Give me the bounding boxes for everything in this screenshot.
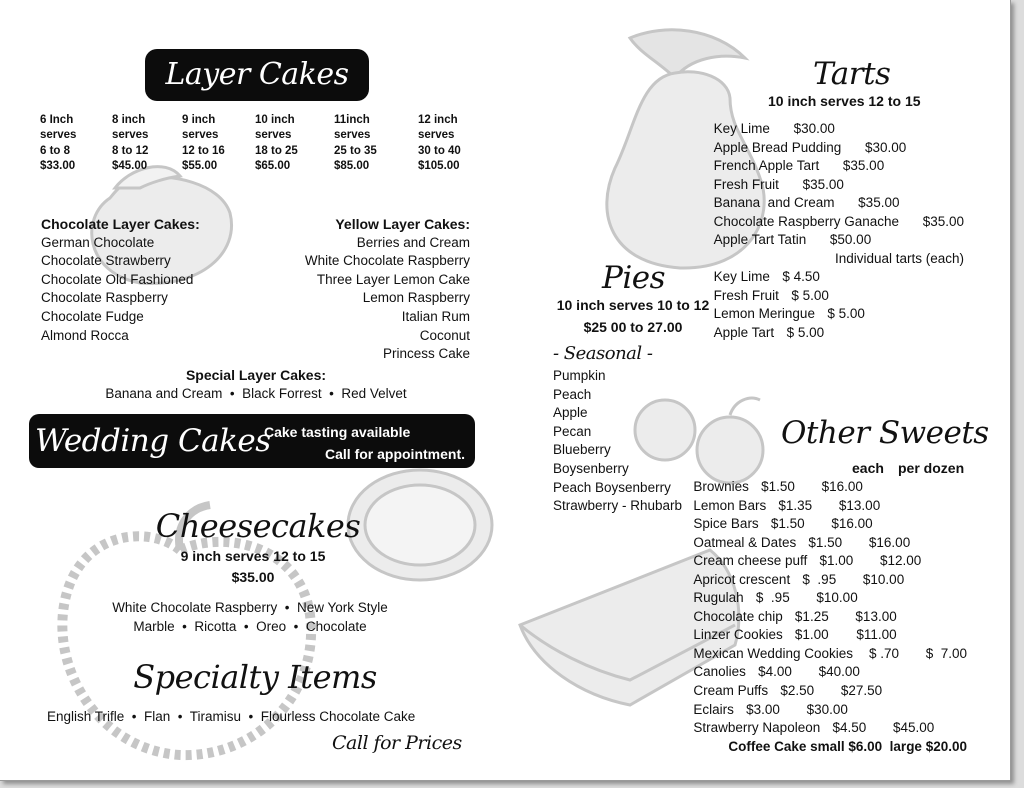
item-name: Mexican Wedding Cookies [693, 645, 853, 661]
serves-range: 25 to 35 [334, 144, 377, 157]
item-name: Brownies [693, 479, 749, 494]
list-item [693, 608, 967, 627]
list-item: Italian Rum [401, 308, 470, 324]
item-price: $ 4.50 [782, 269, 820, 285]
item-name: Spice Bars [693, 516, 759, 532]
list-item: Three Layer Lemon Cake [316, 271, 470, 287]
item-name: Apple Tart Tatin [713, 232, 807, 248]
individual-heading-text: Individual tarts (each) [834, 250, 964, 266]
item-price: $ 5.00 [827, 306, 865, 322]
serves-label: serves [418, 129, 455, 142]
serves-label: serves [255, 129, 292, 142]
item-name: Strawberry Napoleon [693, 720, 821, 736]
list-item: Almond Rocca [41, 327, 129, 343]
dozen-price: $40.00 [818, 664, 860, 680]
pies-title: Pies [602, 260, 666, 296]
size-label: 9 inch [182, 114, 216, 126]
size-label: 11inch [334, 114, 370, 126]
size-label: 10 inch [255, 114, 295, 126]
list-item [693, 701, 967, 720]
list-item: Boysenberry [553, 460, 629, 476]
item-name: Linzer Cookies [693, 627, 783, 643]
item-price: $35.00 [922, 213, 964, 229]
dozen-price: $16.00 [831, 516, 873, 532]
list-item [693, 571, 967, 590]
special-heading: Special Layer Cakes: [185, 367, 327, 383]
dozen-price: $13.00 [838, 497, 881, 513]
list-item: Peach Boysenberry [553, 479, 671, 495]
list-item: Berries and Cream [356, 234, 470, 250]
size-price: $33.00 [40, 160, 76, 173]
chocolate-layer-cakes [41, 215, 200, 345]
item-price: $30.00 [864, 139, 907, 155]
list-item: Chocolate Raspberry [41, 290, 168, 306]
size-column-8 [112, 113, 148, 175]
list-item [714, 287, 964, 306]
layer-cakes-title: Layer Cakes [165, 57, 349, 92]
list-item: Chocolate Fudge [41, 308, 144, 324]
list-item [714, 176, 964, 195]
item-price: $30.00 [793, 121, 835, 136]
list-item [714, 305, 964, 324]
specialty-items: English Trifle • Flan • Tiramisu • Flourless Chocolate Cake [47, 709, 416, 724]
call-appointment-text: Call for appointment. [325, 446, 465, 462]
each-price: $1.50 [770, 516, 805, 532]
cheesecakes-line2: Marble • Ricotta • Oreo • Chocolate [133, 619, 367, 634]
dozen-price: $10.00 [862, 571, 905, 587]
item-name: Key Lime [713, 121, 770, 136]
dozen-price: $16.00 [868, 534, 911, 550]
item-name: Apple Bread Pudding [713, 139, 842, 155]
item-name: Lemon Bars [693, 497, 767, 513]
list-item: Lemon Raspberry [362, 290, 470, 306]
dozen-column-header: per dozen [898, 460, 965, 476]
call-for-prices: Call for Prices [332, 732, 462, 754]
each-price: $1.25 [794, 608, 829, 624]
item-name: Banana and Cream [713, 195, 835, 211]
size-column-9 [182, 113, 225, 175]
coffee-cake-line [693, 738, 967, 757]
dozen-price: $10.00 [816, 590, 858, 606]
serves-range: 6 to 8 [40, 144, 71, 157]
each-price: $4.50 [832, 720, 867, 736]
each-price: $1.00 [819, 553, 854, 569]
item-name: Cream cheese puff [693, 553, 808, 569]
list-item: Pecan [553, 423, 592, 439]
serves-range: 12 to 16 [182, 144, 225, 157]
size-price: $105.00 [418, 160, 460, 173]
each-price: $1.50 [761, 479, 795, 494]
size-price: $55.00 [182, 160, 218, 173]
list-item: Chocolate Strawberry [41, 253, 171, 269]
list-item [693, 478, 967, 497]
item-price: $35.00 [858, 195, 900, 211]
list-item [693, 534, 967, 553]
pies-price: $25 00 to 27.00 [583, 319, 683, 335]
list-item [693, 515, 967, 534]
serves-label: serves [182, 129, 219, 142]
size-price: $45.00 [112, 160, 148, 173]
tarts-subtitle: 10 inch serves 12 to 15 [768, 93, 921, 109]
cake-tasting-text: Cake tasting available [264, 424, 411, 440]
list-item: Strawberry - Rhubarb [553, 498, 683, 514]
list-item: Princess Cake [382, 346, 470, 362]
chocolate-heading: Chocolate Layer Cakes: [41, 216, 200, 232]
item-name: Chocolate Raspberry Ganache [713, 213, 899, 229]
cheesecakes-price: $35.00 [231, 569, 275, 585]
each-price: $1.00 [794, 627, 829, 643]
serves-label: serves [112, 129, 149, 142]
list-item [693, 719, 967, 738]
list-item [693, 552, 967, 571]
list-item [714, 324, 964, 343]
list-item: Apple [553, 405, 588, 421]
list-item [693, 663, 967, 682]
list-item [714, 213, 964, 232]
special-items: Banana and Cream • Black Forrest • Red Velvet [105, 385, 407, 401]
size-label: 6 Inch [40, 114, 74, 126]
each-price: $ .70 [868, 645, 899, 661]
list-item: Coconut [419, 327, 470, 343]
size-label: 12 inch [418, 114, 458, 126]
item-name: Rugulah [693, 590, 744, 606]
other-sweets-list [693, 478, 967, 756]
size-column-12 [418, 113, 461, 175]
dozen-price: $16.00 [821, 479, 863, 494]
item-name: Fresh Fruit [713, 176, 779, 192]
seasonal-heading: - Seasonal - [553, 343, 653, 364]
item-name: Canolies [693, 664, 746, 680]
serves-range: 8 to 12 [112, 144, 149, 157]
dozen-price: $30.00 [806, 701, 848, 717]
pies-list [553, 367, 682, 516]
list-item: German Chocolate [41, 234, 155, 250]
size-column-11 [334, 113, 377, 175]
list-item [693, 682, 967, 701]
each-price: $4.00 [758, 664, 792, 680]
list-item [714, 268, 964, 287]
serves-label: serves [334, 129, 371, 142]
item-name: Lemon Meringue [713, 306, 815, 322]
wedding-cakes-banner [29, 414, 475, 468]
cheesecakes-serves: 9 inch serves 12 to 15 [180, 548, 326, 564]
other-sweets-title: Other Sweets [781, 415, 989, 451]
yellow-layer-cakes [305, 215, 470, 364]
each-price: $1.50 [808, 534, 843, 550]
serves-label: serves [40, 129, 77, 142]
special-layer-cakes [40, 366, 472, 403]
list-item [714, 120, 964, 139]
specialty-title: Specialty Items [133, 658, 377, 696]
size-label: 8 inch [112, 114, 146, 126]
list-item: Blueberry [553, 442, 611, 458]
size-column-6 [40, 113, 76, 175]
dozen-price: $45.00 [892, 720, 935, 736]
cheesecakes-line1: White Chocolate Raspberry • New York Style [112, 600, 388, 615]
list-item [714, 194, 964, 213]
dozen-price: $13.00 [855, 608, 897, 624]
layer-cakes-banner [145, 49, 369, 101]
list-item: White Chocolate Raspberry [304, 253, 470, 269]
individual-tarts-heading [714, 250, 964, 269]
dozen-price: $ 7.00 [925, 645, 967, 661]
item-name: Oatmeal & Dates [693, 534, 797, 550]
dozen-price: $12.00 [879, 553, 922, 569]
yellow-heading: Yellow Layer Cakes: [335, 216, 470, 232]
list-item: Peach [553, 386, 592, 402]
item-name: Fresh Fruit [713, 287, 779, 303]
size-column-10 [255, 113, 298, 175]
pies-serves: 10 inch serves 10 to 12 [556, 297, 710, 313]
size-price: $85.00 [334, 160, 370, 173]
list-item: Chocolate Old Fashioned [41, 271, 194, 287]
item-name: French Apple Tart [713, 158, 820, 174]
cheesecakes-title: Cheesecakes [155, 507, 361, 545]
item-price: $35.00 [802, 176, 844, 192]
dozen-price: $11.00 [856, 627, 897, 643]
serves-range: 18 to 25 [255, 144, 298, 157]
list-item [714, 231, 964, 250]
item-name: Chocolate chip [693, 608, 783, 624]
item-price: $50.00 [829, 232, 872, 248]
list-item [693, 626, 967, 645]
wedding-cakes-title: Wedding Cakes [35, 423, 271, 459]
each-price: $1.35 [778, 497, 813, 513]
list-item [693, 497, 967, 516]
item-name: Cream Puffs [693, 683, 769, 699]
item-price: $ 5.00 [791, 287, 829, 303]
item-name: Apple Tart [713, 325, 775, 341]
each-price: $ .95 [802, 571, 837, 587]
coffee-cake-text: Coffee Cake small $6.00 large $20.00 [728, 738, 967, 754]
list-item: Pumpkin [553, 368, 606, 383]
tarts-list [714, 120, 964, 343]
each-price: $ .95 [755, 590, 790, 606]
list-item [714, 139, 964, 158]
list-item [714, 157, 964, 176]
item-name: Key Lime [713, 269, 770, 285]
item-name: Eclairs [693, 701, 734, 717]
item-price: $ 5.00 [786, 325, 825, 341]
each-price: $3.00 [746, 701, 780, 717]
list-item [693, 645, 967, 664]
item-name: Apricot crescent [693, 571, 791, 587]
each-column-header: each [852, 460, 884, 476]
serves-range: 30 to 40 [418, 144, 461, 157]
list-item [693, 589, 967, 608]
each-price: $2.50 [780, 683, 815, 699]
size-price: $65.00 [255, 160, 291, 173]
dozen-price: $27.50 [840, 683, 883, 699]
item-price: $35.00 [842, 158, 885, 174]
tarts-title: Tarts [813, 56, 891, 92]
